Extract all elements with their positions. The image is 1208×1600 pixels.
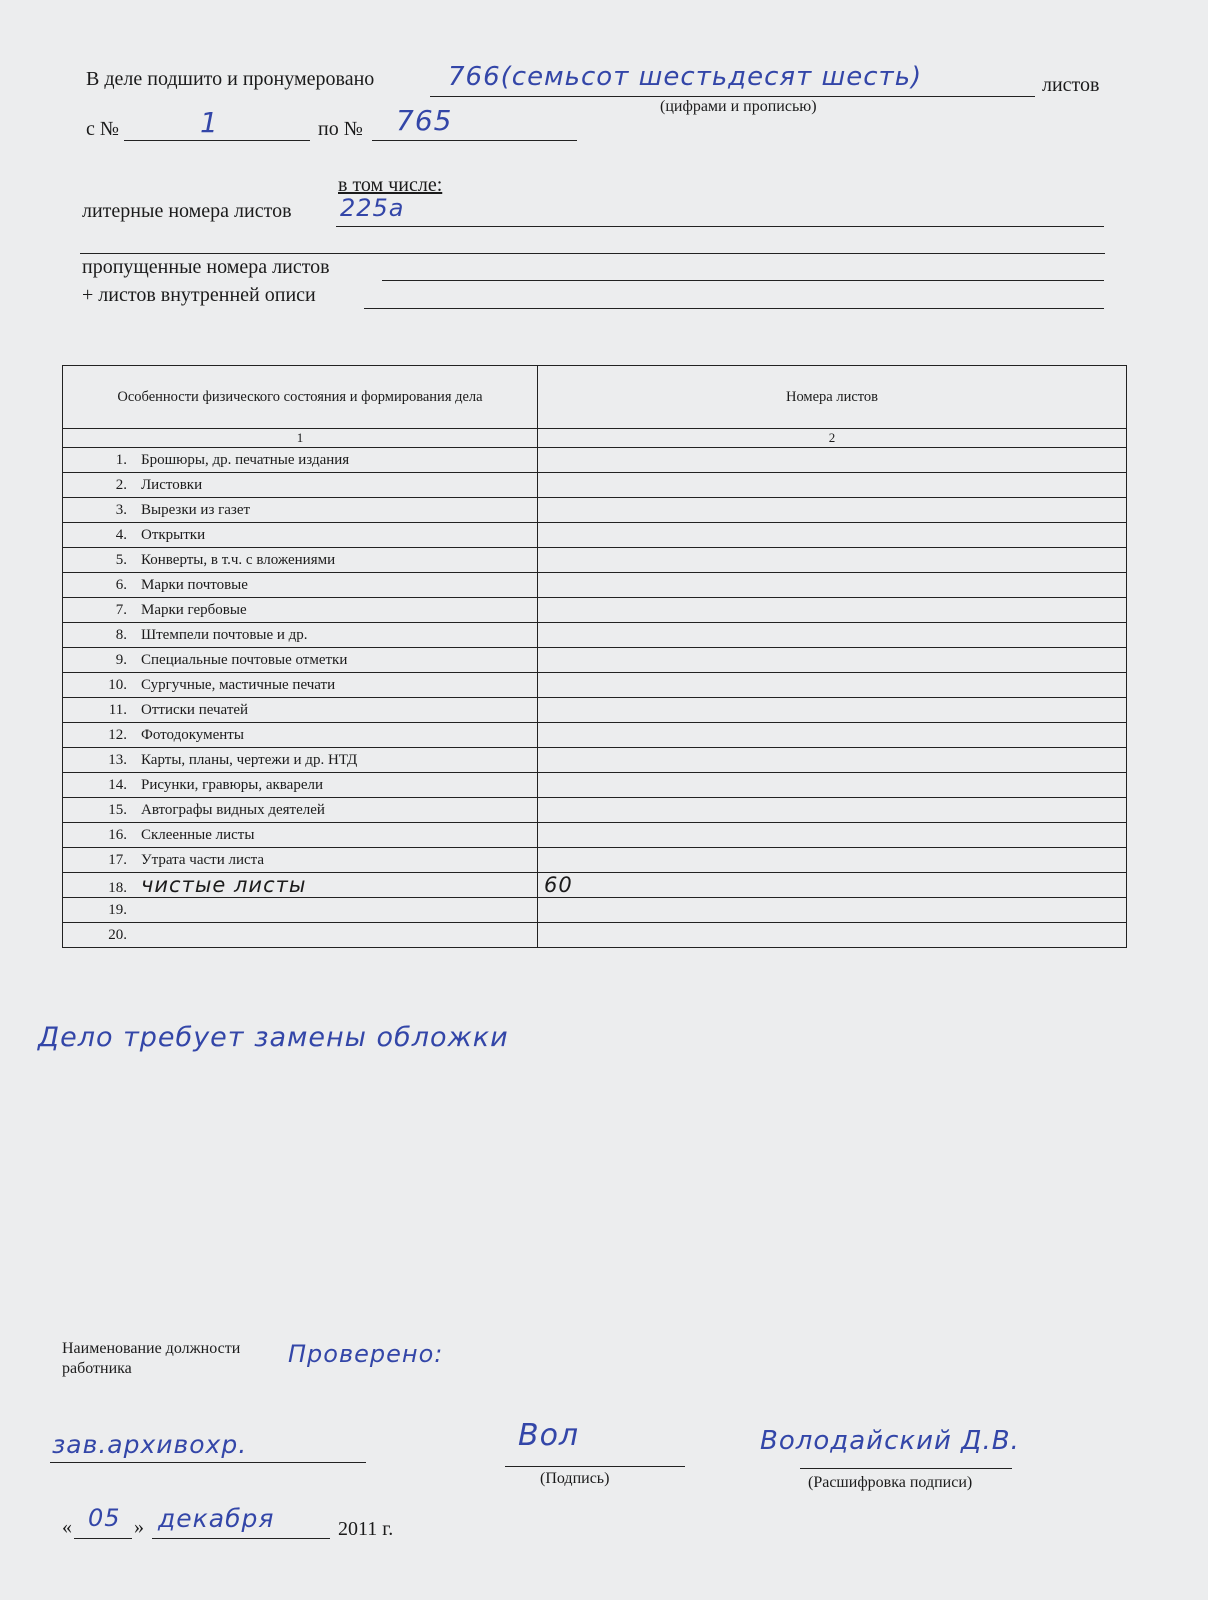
row-label-cell xyxy=(63,448,538,473)
col1-header: Особенности физического состояния и формирования дела xyxy=(63,366,538,429)
row-label: чистые листы xyxy=(141,873,307,897)
col2-number: 2 xyxy=(538,429,1127,448)
row-value-cell xyxy=(538,623,1127,648)
row-label: Марки гербовые xyxy=(141,601,247,618)
row-label: Фотодокументы xyxy=(141,726,244,743)
row-label-cell xyxy=(63,523,538,548)
table-row xyxy=(63,748,1127,773)
from-label: с № xyxy=(86,118,119,140)
table-row xyxy=(63,923,1127,948)
row-number: 1. xyxy=(115,451,127,468)
row-label: Утрата части листа xyxy=(141,851,265,868)
signature-handwritten: Вол xyxy=(518,1418,580,1453)
row-label-cell xyxy=(63,673,538,698)
date-day-underline xyxy=(74,1538,132,1539)
row-label-cell xyxy=(63,498,538,523)
decode-handwritten: Володайский Д.В. xyxy=(760,1426,1020,1456)
count-suffix: листов xyxy=(1042,74,1100,96)
table-row xyxy=(63,698,1127,723)
literal-label: литерные номера листов xyxy=(82,200,292,222)
row-value-cell xyxy=(538,498,1127,523)
row-number: 13. xyxy=(108,751,127,768)
row-number: 17. xyxy=(108,851,127,868)
row-value-cell xyxy=(538,823,1127,848)
count-handwritten: 766(семьсот шестьдесят шесть) xyxy=(448,62,923,92)
row-value-cell xyxy=(538,598,1127,623)
table-row xyxy=(63,548,1127,573)
row-label-cell xyxy=(63,648,538,673)
date-day: 05 xyxy=(88,1504,121,1532)
row-number: 19. xyxy=(108,901,127,918)
including-label: в том числе: xyxy=(338,174,443,196)
table-row xyxy=(63,473,1127,498)
table-row xyxy=(63,823,1127,848)
table-row xyxy=(63,598,1127,623)
row-label: Брошюры, др. печатные издания xyxy=(141,451,350,468)
row-number: 7. xyxy=(115,601,127,618)
table-row xyxy=(63,873,1127,898)
missing-label: пропущенные номера листов xyxy=(82,256,330,278)
row-label-cell xyxy=(63,473,538,498)
table-row xyxy=(63,623,1127,648)
row-value-cell xyxy=(538,648,1127,673)
row-value-cell xyxy=(538,523,1127,548)
row-label: Склеенные листы xyxy=(141,826,255,843)
row-label-cell xyxy=(63,923,538,948)
to-label: по № xyxy=(318,118,363,140)
to-handwritten: 765 xyxy=(396,104,453,137)
table-row xyxy=(63,648,1127,673)
row-label-cell xyxy=(63,898,538,923)
row-label-cell xyxy=(63,848,538,873)
row-label-cell xyxy=(63,773,538,798)
row-label-cell xyxy=(63,548,538,573)
row-number: 20. xyxy=(108,926,127,943)
row-label-cell xyxy=(63,573,538,598)
table-row xyxy=(63,573,1127,598)
row-label: Штемпели почтовые и др. xyxy=(141,626,308,643)
row-value-cell xyxy=(538,448,1127,473)
decode-label: (Расшифровка подписи) xyxy=(808,1474,973,1491)
row-label: Конверты, в т.ч. с вложениями xyxy=(141,551,336,568)
missing-underline xyxy=(382,280,1104,281)
row-label: Открытки xyxy=(141,526,206,543)
row-number: 14. xyxy=(108,776,127,793)
table-row xyxy=(63,773,1127,798)
date-open-quote: « xyxy=(62,1516,72,1538)
table-number-row xyxy=(63,429,1127,448)
row-value-cell xyxy=(538,723,1127,748)
row-number: 6. xyxy=(115,576,127,593)
count-label: В деле подшито и пронумеровано xyxy=(86,68,375,90)
table-row xyxy=(63,448,1127,473)
from-underline xyxy=(124,140,310,141)
row-value-cell xyxy=(538,748,1127,773)
row-number: 15. xyxy=(108,801,127,818)
position-handwritten: зав.архивохр. xyxy=(52,1430,248,1459)
date-month-underline xyxy=(152,1538,330,1539)
table-row xyxy=(63,673,1127,698)
table-header-row xyxy=(63,366,1127,429)
row-number: 16. xyxy=(108,826,127,843)
row-value-cell xyxy=(538,673,1127,698)
note-handwritten: Дело требует замены обложки xyxy=(38,1022,509,1053)
date-month: декабря xyxy=(158,1504,275,1533)
row-value-cell xyxy=(538,773,1127,798)
row-label: Специальные почтовые отметки xyxy=(141,651,348,668)
literal-underline xyxy=(336,226,1104,227)
date-close-quote: » xyxy=(134,1516,144,1538)
row-label-cell xyxy=(63,823,538,848)
row-value-cell xyxy=(538,473,1127,498)
row-number: 8. xyxy=(115,626,127,643)
row-number: 11. xyxy=(108,701,127,718)
row-value-cell: 60 xyxy=(538,873,1127,898)
signature-label: (Подпись) xyxy=(540,1470,610,1487)
condition-table xyxy=(62,365,1127,948)
row-label-cell xyxy=(63,798,538,823)
inner-underline xyxy=(364,308,1104,309)
row-label: Автографы видных деятелей xyxy=(141,801,325,818)
row-label-cell xyxy=(63,623,538,648)
row-label: Сургучные, мастичные печати xyxy=(141,676,336,693)
row-number: 18. xyxy=(108,880,127,896)
row-number: 4. xyxy=(115,526,127,543)
col1-number: 1 xyxy=(63,429,538,448)
row-value-cell xyxy=(538,798,1127,823)
table-row xyxy=(63,523,1127,548)
checked-handwritten: Проверено: xyxy=(288,1340,444,1368)
row-label: Рисунки, гравюры, акварели xyxy=(141,776,324,793)
col2-header: Номера листов xyxy=(538,366,1127,429)
row-number: 5. xyxy=(115,551,127,568)
row-label: Листовки xyxy=(141,476,203,493)
row-value-cell xyxy=(538,698,1127,723)
count-underline xyxy=(430,96,1035,97)
inner-label: + листов внутренней описи xyxy=(82,284,316,306)
literal-underline-2 xyxy=(80,253,1105,254)
row-label-cell xyxy=(63,723,538,748)
row-label-cell xyxy=(63,748,538,773)
position-label-2: работника xyxy=(62,1360,132,1377)
table-row xyxy=(63,848,1127,873)
row-number: 2. xyxy=(115,476,127,493)
row-value-cell xyxy=(538,848,1127,873)
row-value-cell xyxy=(538,898,1127,923)
date-year: 2011 г. xyxy=(338,1518,394,1540)
table-row xyxy=(63,798,1127,823)
signature-underline xyxy=(505,1466,685,1467)
to-underline xyxy=(372,140,577,141)
row-label: Оттиски печатей xyxy=(141,701,249,718)
row-label: Марки почтовые xyxy=(141,576,248,593)
row-value-cell xyxy=(538,548,1127,573)
row-label-cell xyxy=(63,698,538,723)
table-row xyxy=(63,898,1127,923)
count-hint: (цифрами и прописью) xyxy=(660,98,817,115)
row-value-cell xyxy=(538,573,1127,598)
position-label-1: Наименование должности xyxy=(62,1340,241,1357)
row-number: 12. xyxy=(108,726,127,743)
position-underline xyxy=(50,1462,366,1463)
row-label: Карты, планы, чертежи и др. НТД xyxy=(141,751,358,768)
row-label-cell xyxy=(63,873,538,898)
table-row xyxy=(63,498,1127,523)
row-number: 9. xyxy=(115,651,127,668)
row-number: 3. xyxy=(115,501,127,518)
decode-underline xyxy=(800,1468,1012,1469)
literal-handwritten: 225а xyxy=(340,194,405,222)
table-body xyxy=(63,448,1127,948)
table-row xyxy=(63,723,1127,748)
row-value-cell xyxy=(538,923,1127,948)
row-number: 10. xyxy=(108,676,127,693)
row-label-cell xyxy=(63,598,538,623)
row-label: Вырезки из газет xyxy=(141,501,251,518)
from-handwritten: 1 xyxy=(200,106,219,139)
